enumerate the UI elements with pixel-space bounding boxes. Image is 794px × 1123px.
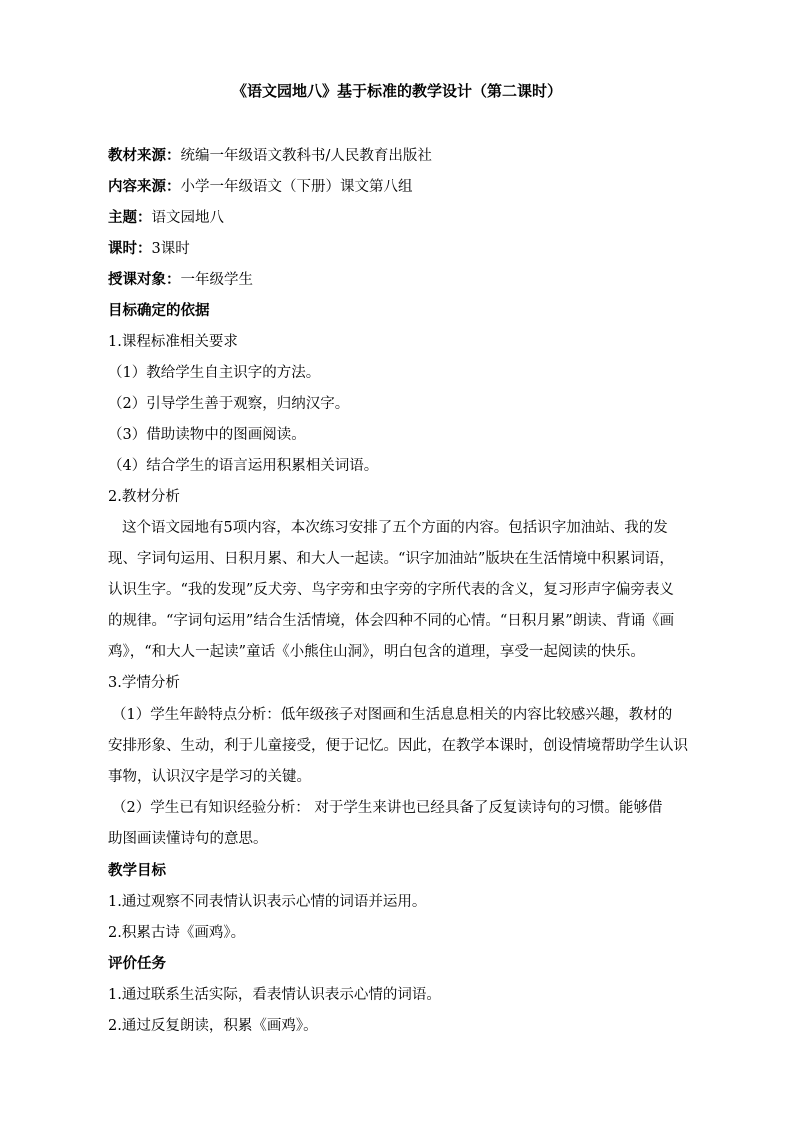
meta-hours-label: 课时：	[108, 240, 152, 257]
analysis-line: 认识生字。“我的发现”反犬旁、鸟字旁和虫字旁的字所代表的含义，复习形声字偏旁表义	[108, 582, 674, 598]
task-item: 2.通过反复朗读，积累《画鸡》。	[108, 1018, 318, 1034]
meta-topic-label: 主题：	[108, 209, 152, 226]
analysis-line: 现、字词句运用、日积月累、和大人一起读。“识字加油站”版块在生活情境中积累词语，	[108, 551, 674, 567]
learner-line: （2）学生已有知识经验分析： 对于学生来讲也已经具备了反复读诗句的习惯。能够借	[112, 800, 663, 816]
meta-source-label: 教材来源：	[108, 147, 181, 164]
goal-item: 1.通过观察不同表情认识表示心情的词语并运用。	[108, 894, 427, 910]
meta-audience-value: 一年级学生	[180, 272, 253, 288]
requirement-item: （3）借助读物中的图画阅读。	[108, 427, 306, 443]
section-textbook-title: 2.教材分析	[108, 489, 180, 505]
meta-content-label: 内容来源：	[108, 178, 181, 195]
requirement-item: （4）结合学生的语言运用积累相关词语。	[108, 458, 379, 474]
meta-content	[108, 177, 413, 197]
analysis-line: 的规律。“字词句运用”结合生活情境，体会四种不同的心情。“日积月累”朗读、背诵《画	[108, 613, 675, 629]
requirement-item: （1）教给学生自主识字的方法。	[108, 365, 321, 381]
learner-line: 事物，认识汉字是学习的关键。	[108, 769, 311, 785]
section-curriculum-title: 1.课程标准相关要求	[108, 334, 238, 350]
meta-hours	[108, 239, 190, 259]
learner-line: 助图画读懂诗句的意思。	[108, 831, 268, 847]
requirement-item: （2）引导学生善于观察，归纳汉字。	[108, 396, 350, 412]
task-item: 1.通过联系生活实际，看表情认识表示心情的词语。	[108, 987, 441, 1003]
document-title: 《语文园地八》基于标准的教学设计（第二课时）	[231, 82, 562, 100]
basis-heading: 目标确定的依据	[108, 302, 210, 319]
section-learner-title: 3.学情分析	[108, 675, 180, 691]
meta-source	[108, 146, 432, 166]
meta-audience	[108, 270, 253, 290]
meta-content-value: 小学一年级语文（下册）课文第八组	[180, 179, 413, 195]
tasks-heading: 评价任务	[108, 955, 166, 972]
meta-topic	[108, 208, 224, 228]
analysis-line: 鸡》，“和大人一起读”童话《小熊住山洞》，明白包含的道理，享受一起阅读的快乐。	[108, 644, 645, 660]
learner-line: 安排形象、生动，利于儿童接受，便于记忆。因此，在教学本课时，创设情境帮助学生认识	[108, 738, 688, 754]
analysis-line: 这个语文园地有5项内容，本次练习安排了五个方面的内容。包括识字加油站、我的发	[122, 520, 668, 536]
meta-source-value: 统编一年级语文教科书/人民教育出版社	[180, 148, 432, 164]
learner-line: （1）学生年龄特点分析：低年级孩子对图画和生活息息相关的内容比较感兴趣，教材的	[112, 707, 673, 723]
goal-item: 2.积累古诗《画鸡》。	[108, 925, 246, 941]
meta-audience-label: 授课对象：	[108, 271, 181, 288]
meta-topic-value: 语文园地八	[151, 210, 224, 226]
meta-hours-value: 3课时	[151, 241, 190, 257]
goals-heading: 教学目标	[108, 862, 166, 879]
